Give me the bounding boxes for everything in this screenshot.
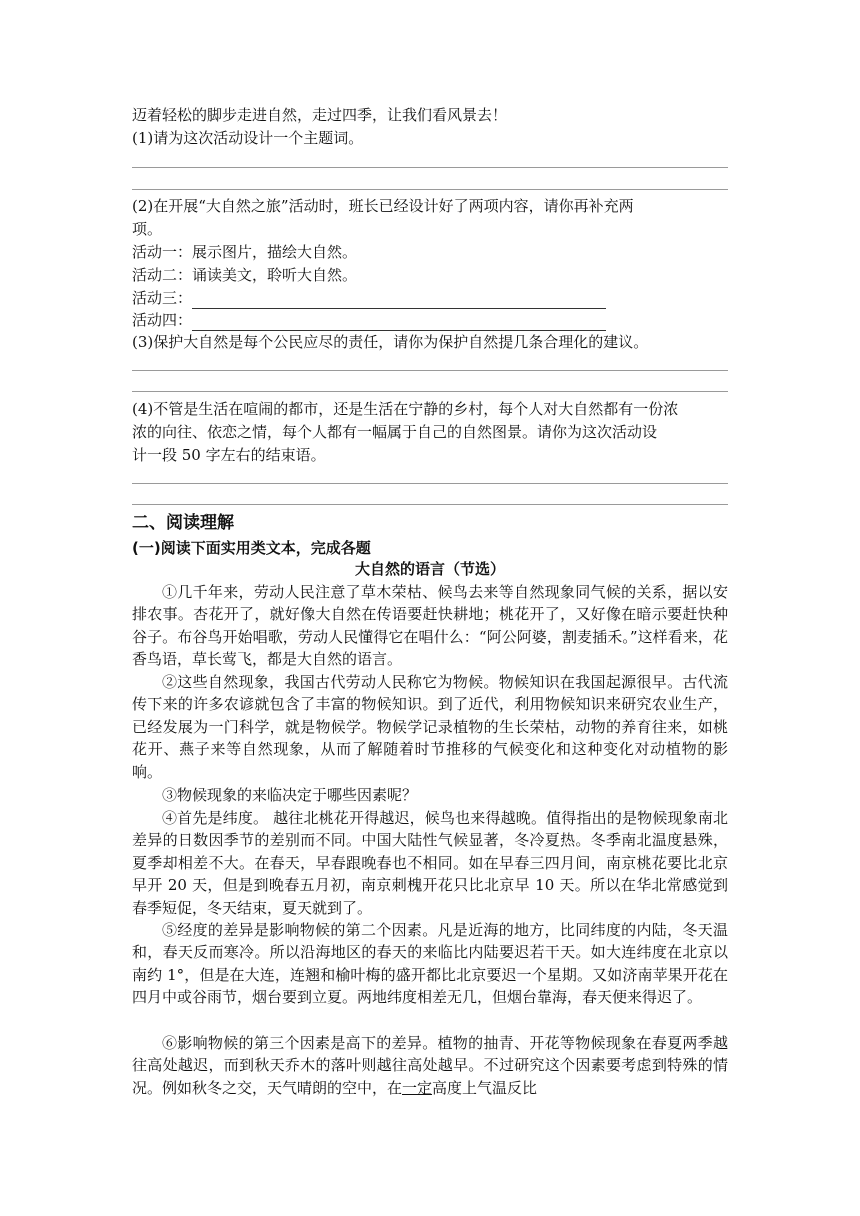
article-paragraph: ②这些自然现象，我国古代劳动人民称它为物候。物候知识在我国起源很早。古代流传下来的许多农谚就包含了丰富的物候知识。到了近代，利用物候知识来研究农业生产，已经发展为一门科学，就是物候学。物候学记录植物的生长荣枯，动物的养育往来，如桃花开、燕子来等自然现象，从而了解随着时节推移的气候变化和这种变化对动植物的影响。 (132, 673, 728, 781)
question-3: (3)保护大自然是每个公民应尽的责任，请你为保护自然提几条合理化的建议。 (132, 333, 649, 351)
activity-3-label: 活动三： (132, 289, 193, 307)
article-paragraph: ①几千年来，劳动人民注意了草木荣枯、候鸟去来等自然现象同气候的关系，据以安排农事。杏花开了，就好像大自然在传语要赶快耕地；桃花开了，又好像在暗示要赶快种谷子。布谷鸟开始唱歌，劳动人民懂得它在唱什么：“阿公阿婆，割麦插禾。”这样看来，花香鸟语，草长莺飞，都是大自然的语言。 (132, 583, 728, 669)
activity-2: 活动二：诵读美文，聆听大自然。 (132, 266, 358, 284)
article-paragraph: ⑤经度的差异是影响物候的第二个因素。凡是近海的地方，比同纬度的内陆，冬天温和，春天反而寒冷。所以沿海地区的春天的来临比内陆要迟若干天。如大连纬度在北京以南约 1°，但是在大连，连翘和榆叶梅的盛开都比北京要迟一个星期。又如济南苹果开花在四月中或谷雨节，烟台要到立夏。两地纬度相差无几，但烟台靠海，春天便来得迟了。 (132, 921, 728, 1007)
activity-3-blank[interactable] (192, 292, 606, 309)
section-heading: 二、阅读理解 (132, 513, 234, 533)
activity-3 (132, 287, 728, 309)
article-paragraph-6 (132, 1032, 728, 1099)
section-subheading: (一)阅读下面实用类文本，完成各题 (132, 539, 371, 557)
question-1: (1)请为这次活动设计一个主题词。 (132, 129, 364, 147)
question-2-line: (2)在开展“大自然之旅”活动时，班长已经设计好了两项内容，请你再补充两 (132, 197, 634, 215)
article-paragraph: ③物候现象的来临决定于哪些因素呢？ (162, 786, 418, 804)
answer-line[interactable] (132, 167, 728, 168)
activity-1: 活动一：展示图片，描绘大自然。 (132, 243, 358, 261)
intro-text: 迈着轻松的脚步走进自然，走过四季，让我们看风景去！ (132, 106, 508, 124)
article-title: 大自然的语言（节选） (354, 560, 505, 578)
p6-text: ⑥影响物候的第三个因素是高下的差异。植物的抽青、开花等物候现象在春夏两季越往高处越迟，而到秋天乔木的落叶则越往高处越早。不过研究这个因素要考虑到特殊的情况。例如秋冬之交，天气晴朗的空中，在 (132, 1034, 728, 1097)
question-4-line: 浓的向往、依恋之情，每个人都有一幅属于自己的自然图景。请你为这次活动设 (132, 423, 658, 441)
answer-line[interactable] (132, 189, 728, 190)
activity-4-label: 活动四： (132, 311, 193, 329)
p6-text-end: 高度上气温反比 (432, 1078, 538, 1097)
answer-line[interactable] (132, 391, 728, 392)
question-2-line: 项。 (132, 220, 163, 238)
underlined-phrase: 一定 (402, 1078, 433, 1097)
question-4-line: (4)不管是生活在喧闹的都市，还是生活在宁静的乡村，每个人对大自然都有一份浓 (132, 400, 679, 418)
question-4-line: 计一段 50 字左右的结束语。 (132, 446, 326, 464)
answer-line[interactable] (132, 504, 728, 505)
article-paragraph: ④首先是纬度。 越往北桃花开得越迟，候鸟也来得越晚。值得指出的是物候现象南北差异的日数因季节的差别而不同。中国大陆性气候显著，冬冷夏热。冬季南北温度悬殊，夏季却相差不大。在春天，早春跟晚春也不相同。如在早春三四月间，南京桃花要比北京早开 20 天，但是到晚春五月初，南京刺槐开花只比北京早 10 天。所以在华北常感觉到春季短促，冬天结束，夏天就到了。 (132, 809, 728, 917)
activity-4-blank[interactable] (192, 314, 606, 331)
answer-line[interactable] (132, 483, 728, 484)
answer-line[interactable] (132, 370, 728, 371)
activity-4 (132, 309, 728, 331)
